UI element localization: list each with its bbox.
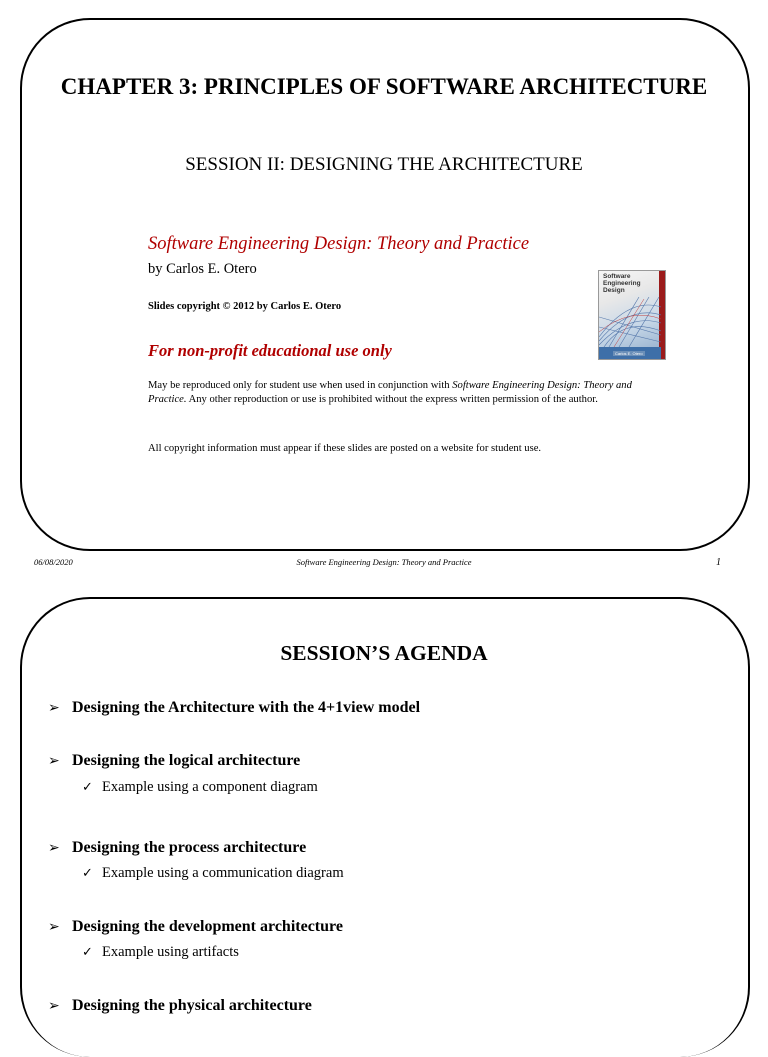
cover-title — [603, 274, 641, 294]
agenda-item-label: Designing the logical architecture — [72, 752, 301, 769]
agenda-item-label: Designing the Architecture with the 4+1view model — [72, 699, 421, 716]
repro-text-2: Any other reproduction or use is prohibited without the express written permission of the author. — [186, 393, 598, 405]
nonprofit-notice: For non-profit educational use only — [148, 341, 392, 360]
agenda-subitem-label: Example using a communication diagram — [102, 865, 344, 881]
cover-title-line: Engineering — [603, 279, 641, 287]
cover-title-line: Design — [603, 286, 625, 294]
chapter-title: CHAPTER 3: PRINCIPLES OF SOFTWARE ARCHITECTURE — [60, 74, 708, 99]
reproduction-notice — [148, 379, 668, 406]
footer-page-number: 1 — [716, 557, 721, 568]
book-title: Software Engineering Design: Theory and Practice — [148, 234, 530, 254]
posted-notice: All copyright information must appear if these slides are posted on a website for student use. — [148, 443, 542, 454]
agenda-subitem-label: Example using artifacts — [102, 944, 239, 960]
agenda-subitem — [82, 865, 344, 882]
cover-graphic-icon — [599, 297, 661, 347]
arrow-bullet-icon: ➢ — [48, 753, 60, 769]
footer-book-title: Software Engineering Design: Theory and Practice — [296, 557, 472, 567]
check-bullet-icon: ✓ — [82, 866, 93, 881]
agenda-item-label: Designing the physical architecture — [72, 997, 312, 1014]
footer-date: 06/08/2020 — [34, 557, 73, 567]
agenda-subitem-label: Example using a component diagram — [102, 779, 318, 795]
agenda-title: SESSION’S AGENDA — [280, 641, 488, 665]
agenda-item-label: Designing the process architecture — [72, 839, 307, 856]
cover-title-line: Software — [603, 273, 631, 280]
check-bullet-icon: ✓ — [82, 945, 93, 960]
arrow-bullet-icon: ➢ — [48, 998, 60, 1014]
book-cover-image — [598, 270, 666, 360]
agenda-item — [48, 918, 343, 936]
cover-author: Carlos E. Otero — [615, 351, 643, 356]
arrow-bullet-icon: ➢ — [48, 840, 60, 856]
session-title: SESSION II: DESIGNING THE ARCHITECTURE — [185, 154, 583, 175]
repro-book-title: Software Engineering Design: Theory and Practice. — [148, 380, 632, 405]
slide-2-frame — [20, 597, 750, 1057]
agenda-item — [48, 839, 306, 857]
agenda-item — [48, 699, 420, 717]
repro-text: May be reproduced only for student use when used in conjunction with — [148, 380, 453, 391]
agenda-item — [48, 997, 312, 1015]
copyright-line: Slides copyright © 2012 by Carlos E. Otero — [148, 301, 342, 312]
author-line: by Carlos E. Otero — [148, 261, 257, 277]
agenda-subitem — [82, 779, 318, 796]
arrow-bullet-icon: ➢ — [48, 700, 60, 716]
agenda-item — [48, 752, 300, 770]
agenda-subitem — [82, 944, 239, 961]
agenda-item-label: Designing the development architecture — [72, 918, 343, 935]
arrow-bullet-icon: ➢ — [48, 919, 60, 935]
check-bullet-icon: ✓ — [82, 780, 93, 795]
